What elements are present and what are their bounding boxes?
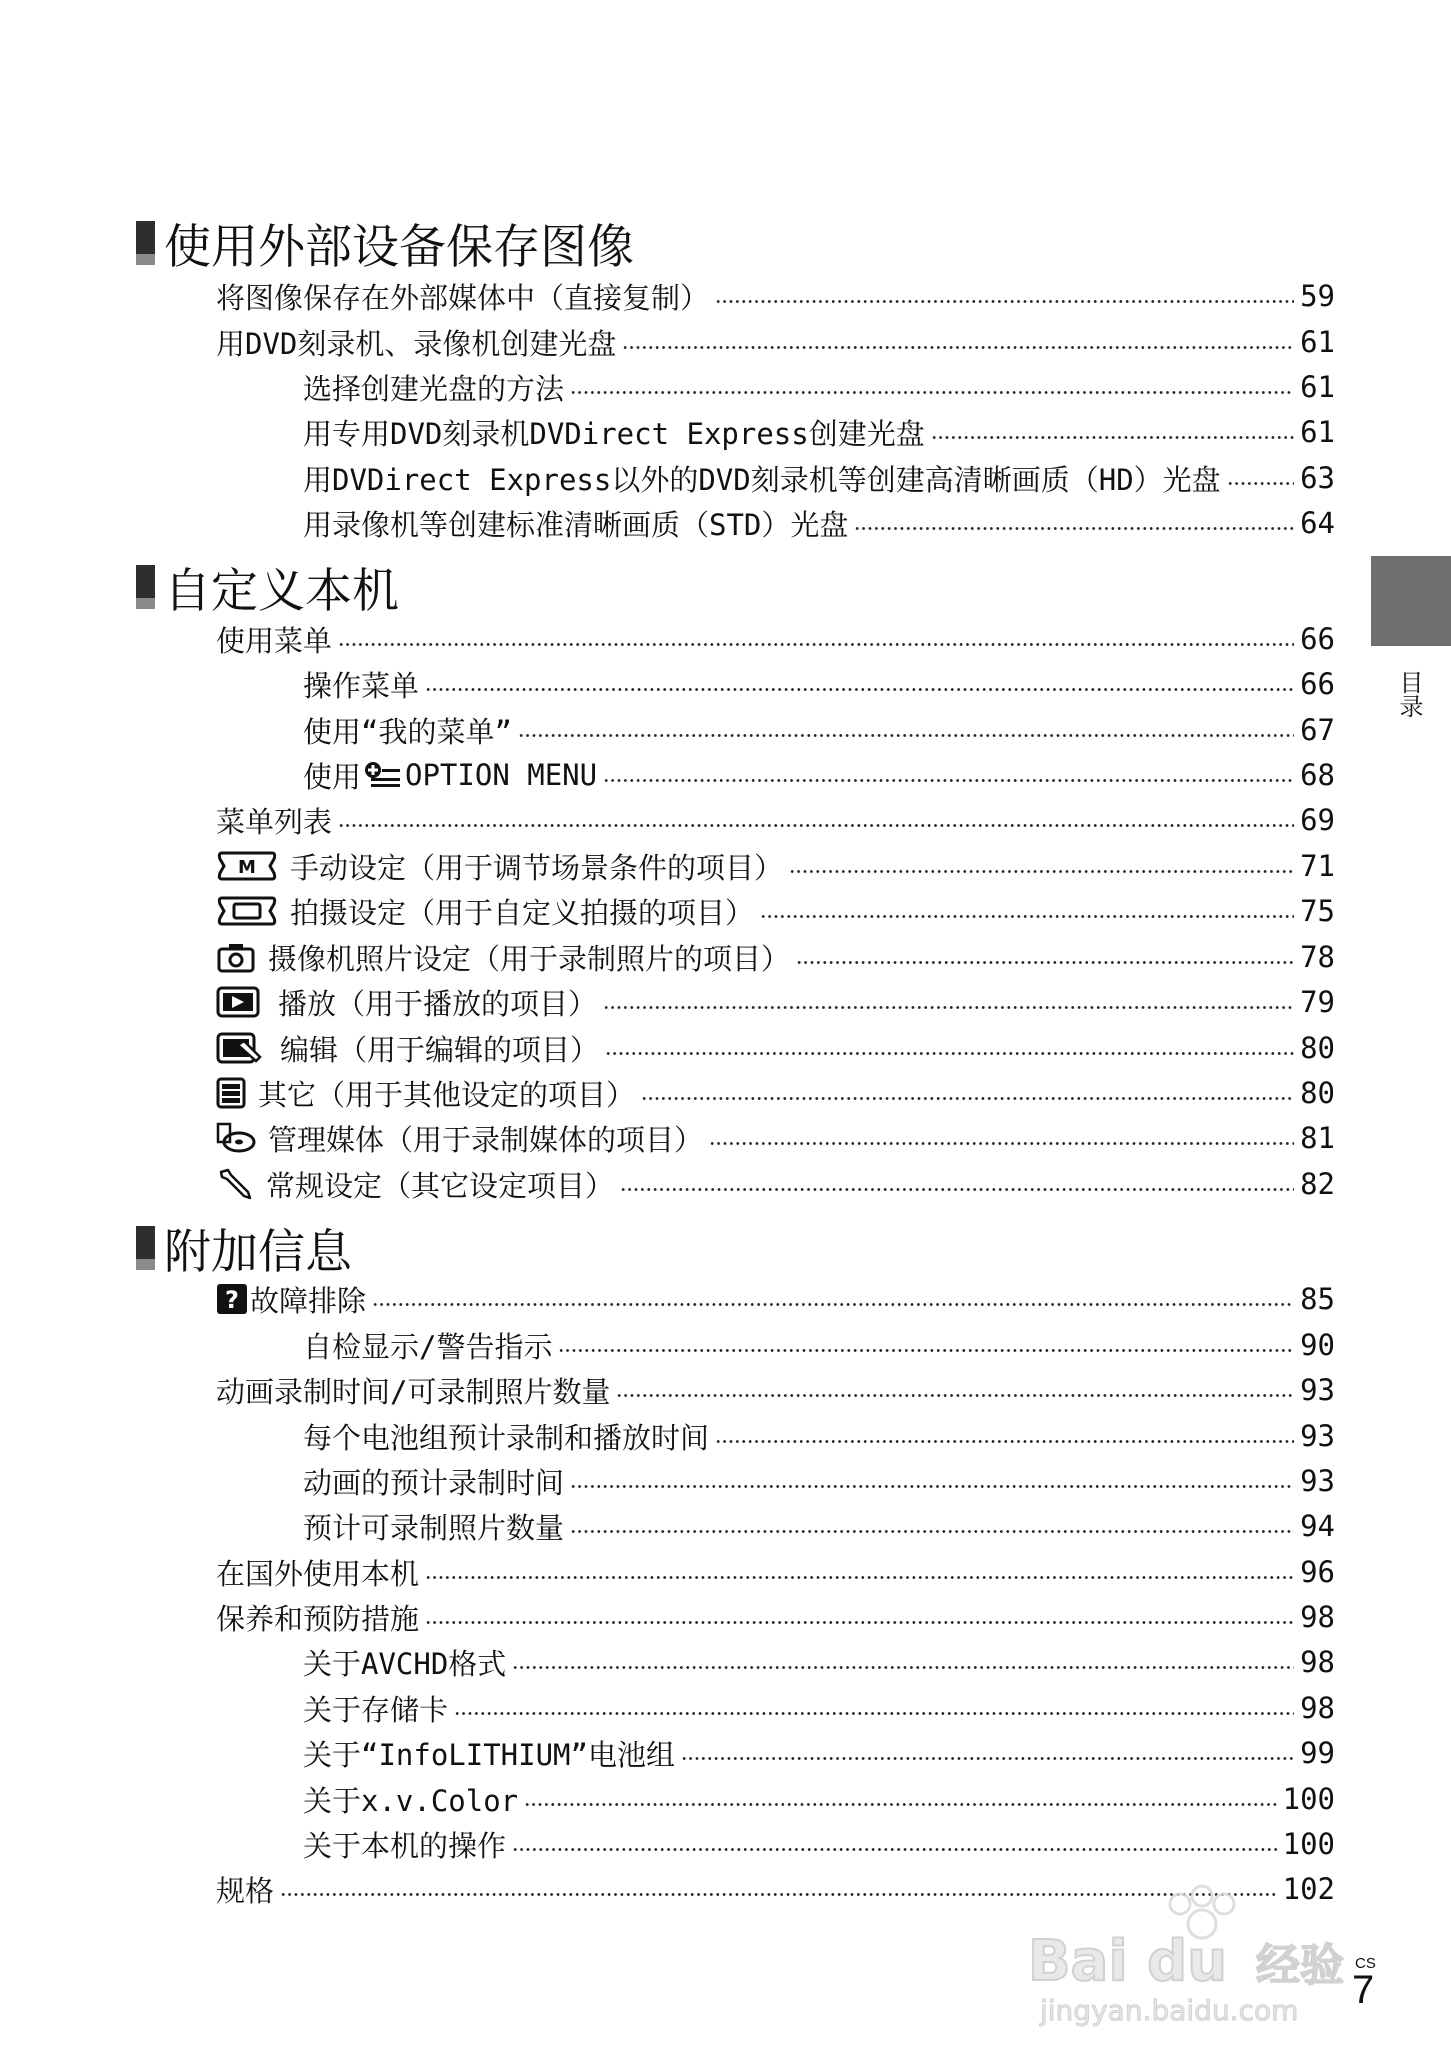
toc-page-number: 98	[1300, 1600, 1335, 1634]
toc-page-number: 80	[1300, 1031, 1335, 1065]
leader-dots	[338, 643, 1294, 646]
troubleshooting-icon	[216, 1283, 248, 1315]
toc-entry[interactable]	[216, 1370, 1335, 1410]
toc-page-number: 61	[1300, 325, 1335, 359]
toc-page-number: 98	[1300, 1645, 1335, 1679]
toc-entry-title-suffix: OPTION MENU	[405, 758, 598, 792]
leader-dots	[425, 1576, 1294, 1579]
toc-page-number: 64	[1300, 506, 1335, 540]
leader-dots	[425, 1621, 1294, 1624]
toc-entry-title: 关于存储卡	[303, 1692, 449, 1727]
toc-entry[interactable]	[303, 710, 1335, 750]
toc-page-number: 61	[1300, 370, 1335, 404]
toc-entry[interactable]	[216, 1073, 1335, 1113]
toc-entry-title: 用DVDirect Express以外的DVD刻录机等创建高清晰画质（HD）光盘	[303, 462, 1221, 497]
toc-entry-title: 自检显示/警告指示	[303, 1329, 553, 1364]
toc-entry-title: 拍摄设定（用于自定义拍摄的项目）	[290, 895, 755, 930]
toc-entry[interactable]	[303, 1642, 1335, 1682]
toc-entry[interactable]	[216, 937, 1335, 977]
toc-entry[interactable]	[216, 322, 1335, 362]
toc-entry-title: 选择创建光盘的方法	[303, 371, 565, 406]
leader-dots	[518, 734, 1294, 737]
leader-dots	[641, 1097, 1294, 1100]
leader-dots	[760, 915, 1294, 918]
toc-page-number: 93	[1300, 1464, 1335, 1498]
toc-page-number: 99	[1300, 1736, 1335, 1770]
leader-dots	[425, 688, 1294, 691]
toc-entry[interactable]	[216, 982, 1335, 1022]
toc-entry-title: 关于本机的操作	[303, 1828, 507, 1863]
section-marker	[136, 565, 155, 609]
toc-entry-title: 操作菜单	[303, 668, 420, 703]
option-menu-icon	[363, 760, 403, 790]
leader-dots	[789, 870, 1294, 873]
wrench-icon	[216, 1167, 254, 1201]
page-number: 7	[1352, 1968, 1375, 2012]
toc-entry[interactable]	[216, 276, 1335, 316]
leader-dots	[603, 779, 1294, 782]
toc-entry-title: 在国外使用本机	[216, 1556, 420, 1591]
toc-entry[interactable]	[303, 1416, 1335, 1456]
toc-page-number: 61	[1300, 415, 1335, 449]
toc-entry-title: 其它（用于其他设定的项目）	[258, 1077, 636, 1112]
toc-entry[interactable]	[216, 619, 1335, 659]
leader-dots	[931, 436, 1294, 439]
leader-dots	[709, 1142, 1294, 1145]
toc-entry[interactable]	[216, 1028, 1335, 1068]
leader-dots	[570, 1485, 1294, 1488]
side-tab-label: 目录	[1395, 670, 1423, 718]
toc-entry[interactable]	[216, 846, 1335, 886]
toc-page-number: 82	[1300, 1167, 1335, 1201]
toc-entry[interactable]	[303, 664, 1335, 704]
toc-entry-title: 管理媒体（用于录制媒体的项目）	[268, 1122, 704, 1157]
leader-dots	[854, 527, 1294, 530]
svg-text:jingyan.baidu.com: jingyan.baidu.com	[1040, 1994, 1299, 2027]
toc-entry[interactable]	[216, 1552, 1335, 1592]
toc-entry-title: 使用菜单	[216, 623, 333, 658]
toc-entry-title: 播放（用于播放的项目）	[278, 986, 598, 1021]
leader-dots	[338, 824, 1294, 827]
toc-entry[interactable]	[216, 891, 1335, 931]
toc-entry-title: 保养和预防措施	[216, 1601, 420, 1636]
toc-entry[interactable]	[303, 1824, 1335, 1864]
others-icon	[216, 1076, 246, 1110]
toc-page-number: 66	[1300, 622, 1335, 656]
toc-entry-title: 摄像机照片设定（用于录制照片的项目）	[268, 941, 791, 976]
section-marker	[136, 221, 155, 265]
section-heading	[136, 214, 634, 275]
svg-text:经验: 经验	[1256, 1940, 1344, 1991]
playback-icon	[216, 985, 260, 1019]
svg-text:Bai du: Bai du	[1028, 1929, 1228, 1994]
section-title: 使用外部设备保存图像	[164, 219, 634, 275]
toc-entry-title: 使用“我的菜单”	[303, 714, 512, 749]
leader-dots	[570, 1530, 1294, 1533]
leader-dots	[796, 961, 1294, 964]
leader-dots	[715, 300, 1294, 303]
section-heading	[136, 558, 399, 619]
toc-entry[interactable]	[216, 1597, 1335, 1637]
toc-entry-title: 常规设定（其它设定项目）	[266, 1168, 615, 1203]
toc-entry-title: 规格	[216, 1873, 275, 1908]
toc-entry-title: 将图像保存在外部媒体中（直接复制）	[216, 280, 710, 315]
toc-entry[interactable]	[216, 800, 1335, 840]
toc-entry[interactable]	[303, 1325, 1335, 1365]
edit-icon	[216, 1031, 262, 1065]
leader-dots	[603, 1006, 1294, 1009]
toc-entry-title: 编辑（用于编辑的项目）	[280, 1032, 600, 1067]
toc-page-number: 81	[1300, 1121, 1335, 1155]
toc-page-number: 90	[1300, 1328, 1335, 1362]
toc-entry-title: 手动设定（用于调节场景条件的项目）	[290, 850, 784, 885]
toc-entry-title: 菜单列表	[216, 804, 333, 839]
toc-entry-title	[303, 755, 597, 796]
toc-entry[interactable]	[303, 755, 1335, 795]
toc-entry[interactable]	[303, 1461, 1335, 1501]
toc-entry[interactable]	[303, 458, 1335, 498]
toc-entry[interactable]	[216, 1164, 1335, 1204]
leader-dots	[558, 1349, 1294, 1352]
toc-page-number: 68	[1300, 758, 1335, 792]
leader-dots	[512, 1666, 1294, 1669]
toc-page-number: 79	[1300, 985, 1335, 1019]
toc-entry-title: 用专用DVD刻录机DVDirect Express创建光盘	[303, 416, 925, 451]
leader-dots	[372, 1303, 1294, 1306]
toc-entry-title: 关于AVCHD格式	[303, 1646, 507, 1681]
toc-entry-title: 每个电池组预计录制和播放时间	[303, 1420, 710, 1455]
toc-page-number: 69	[1300, 803, 1335, 837]
toc-entry[interactable]	[303, 1733, 1335, 1773]
toc-entry[interactable]	[303, 367, 1335, 407]
side-tab[interactable]	[1371, 556, 1451, 646]
toc-page-number: 75	[1300, 894, 1335, 928]
toc-page-number: 102	[1282, 1872, 1335, 1906]
shooting-settings-icon	[216, 894, 278, 928]
toc-page-number: 98	[1300, 1691, 1335, 1725]
toc-page-number: 80	[1300, 1076, 1335, 1110]
leader-dots	[570, 391, 1294, 394]
leader-dots	[616, 1394, 1294, 1397]
section-title: 自定义本机	[164, 563, 399, 619]
camera-photo-icon	[216, 940, 256, 974]
section-marker	[136, 1226, 155, 1270]
toc-entry[interactable]	[303, 1779, 1335, 1819]
leader-dots	[620, 1188, 1294, 1191]
toc-page-number: 59	[1300, 279, 1335, 313]
toc-page-number: 85	[1300, 1282, 1335, 1316]
leader-dots	[454, 1712, 1294, 1715]
leader-dots	[605, 1052, 1294, 1055]
toc-entry-title: 关于“InfoLITHIUM”电池组	[303, 1737, 675, 1772]
toc-page-number: 63	[1300, 461, 1335, 495]
toc-page-number: 96	[1300, 1555, 1335, 1589]
toc-page-number: 66	[1300, 667, 1335, 701]
leader-dots	[524, 1803, 1276, 1806]
leader-dots	[622, 346, 1294, 349]
toc-entry-title: 预计可录制照片数量	[303, 1510, 565, 1545]
toc-page-number: 93	[1300, 1373, 1335, 1407]
svg-text:M: M	[238, 857, 256, 878]
toc-entry-title: 动画的预计录制时间	[303, 1465, 565, 1500]
toc-entry-title-prefix: 使用	[303, 759, 362, 794]
toc-entry-title: 用DVD刻录机、录像机创建光盘	[216, 326, 617, 361]
toc-entry[interactable]	[216, 1118, 1335, 1158]
toc-page-number: 71	[1300, 849, 1335, 883]
leader-dots	[1227, 482, 1294, 485]
toc-page-number: 67	[1300, 713, 1335, 747]
toc-entry[interactable]	[216, 1279, 1335, 1319]
section-title: 附加信息	[164, 1224, 352, 1280]
page-lang-code: CS	[1355, 1955, 1376, 1972]
leader-dots	[681, 1757, 1294, 1760]
manage-media-icon	[216, 1121, 256, 1155]
svg-text:?: ?	[225, 1286, 239, 1314]
toc-entry[interactable]	[303, 1506, 1335, 1546]
toc-page-number: 93	[1300, 1419, 1335, 1453]
toc-entry-title: 用录像机等创建标准清晰画质（STD）光盘	[303, 507, 849, 542]
toc-page-number: 78	[1300, 940, 1335, 974]
toc-entry-title: 故障排除	[250, 1283, 367, 1318]
toc-entry[interactable]	[303, 1688, 1335, 1728]
watermark-logo	[1020, 1880, 1350, 2030]
toc-entry-title: 关于x.v.Color	[303, 1783, 519, 1818]
leader-dots	[512, 1848, 1277, 1851]
toc-entry[interactable]	[303, 412, 1335, 452]
toc-page-number: 94	[1300, 1509, 1335, 1543]
toc-entry[interactable]	[303, 503, 1335, 543]
toc-entry-title: 动画录制时间/可录制照片数量	[216, 1374, 611, 1409]
section-heading	[136, 1219, 352, 1280]
toc-page-number: 100	[1282, 1782, 1335, 1816]
manual-settings-icon	[216, 849, 278, 883]
toc-page-number: 100	[1282, 1827, 1335, 1861]
leader-dots	[715, 1440, 1294, 1443]
